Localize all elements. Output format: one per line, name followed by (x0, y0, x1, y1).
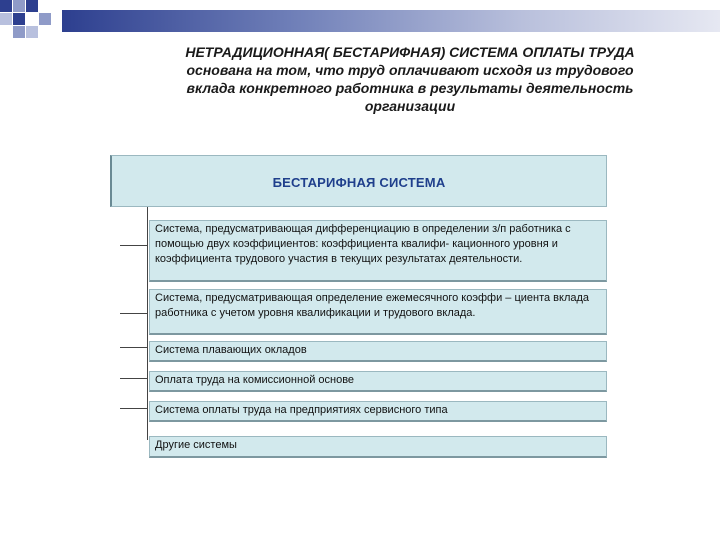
connector-branch (120, 347, 148, 348)
diagram-header-text: БЕСТАРИФНАЯ СИСТЕМА (272, 175, 446, 190)
connector-branch (120, 408, 148, 409)
decor-square (0, 13, 12, 25)
decor-square (26, 0, 38, 12)
diagram-item: Другие системы (149, 436, 607, 458)
diagram-item: Система, предусматривающая определение ежемесячного коэффи – циента вклада работника с учетом уровня квалификации и трудового вклада. (149, 289, 607, 335)
slide-title (120, 43, 700, 115)
decor-square (13, 13, 25, 25)
decor-square (26, 26, 38, 38)
diagram-item: Оплата труда на комиссионной основе (149, 371, 607, 392)
diagram-item: Система плавающих окладов (149, 341, 607, 362)
title-line: вклада конкретного работника в результаты деятельность (186, 80, 634, 96)
title-line: НЕТРАДИЦИОННАЯ( БЕСТАРИФНАЯ) СИСТЕМА ОПЛАТЫ ТРУДА (185, 44, 635, 60)
connector-branch (120, 245, 148, 246)
title-line: организации (364, 98, 456, 114)
diagram-header-box (110, 155, 607, 207)
title-line: основана на том, что труд оплачивают исходя из трудового (186, 62, 634, 78)
header-gradient-band (62, 10, 720, 32)
connector-branch (120, 378, 148, 379)
connector-branch (120, 313, 148, 314)
decor-square (13, 0, 25, 12)
decor-square (0, 0, 12, 12)
diagram-item: Система, предусматривающая дифференциацию в определении з/п работника с помощью двух коэффициентов: коэффициента квалифи- кационного уровня и коэффициента трудового участия в текущих результатах деятельности. (149, 220, 607, 282)
diagram-item: Система оплаты труда на предприятиях сервисного типа (149, 401, 607, 422)
decor-square (13, 26, 25, 38)
connector-vertical (147, 207, 148, 440)
decor-square (39, 13, 51, 25)
